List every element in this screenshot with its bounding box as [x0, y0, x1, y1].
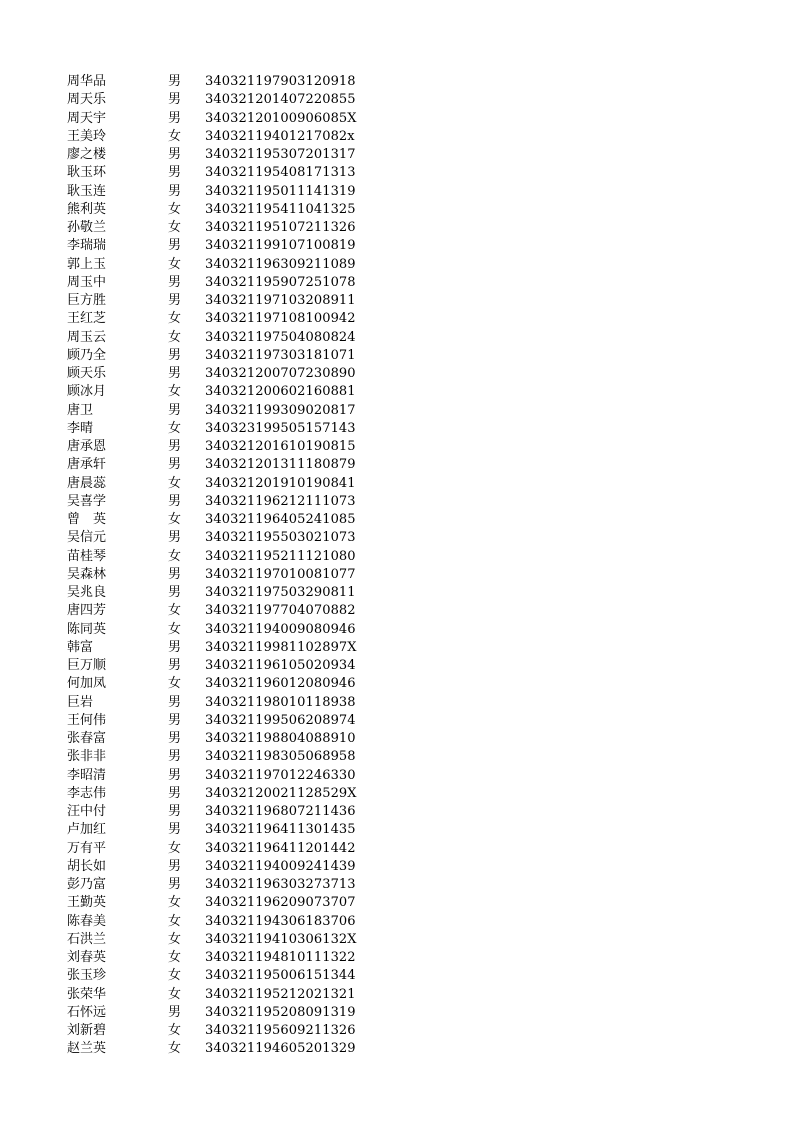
- name-cell: 周天宇: [67, 110, 107, 126]
- gender-cell: 女: [168, 220, 182, 235]
- gender-cell: 男: [168, 1004, 182, 1020]
- gender-cell: 男: [168, 712, 182, 728]
- gender-cell: 男: [168, 183, 182, 199]
- gender-cell: 女: [168, 603, 182, 619]
- id-number-cell: 340321196209073707: [205, 895, 356, 911]
- gender-cell: 女: [168, 475, 182, 491]
- id-number-cell: 340321195609211326: [205, 1023, 356, 1038]
- table-row: [0, 456, 793, 474]
- gender-cell: 男: [168, 877, 182, 892]
- gender-cell: 男: [168, 347, 182, 363]
- table-row: [0, 146, 793, 164]
- id-number-cell: 340323199505157143: [205, 420, 356, 436]
- id-number-cell: 340321197704070882: [205, 603, 356, 619]
- id-number-cell: 340321197903120918: [205, 74, 356, 89]
- table-row: [0, 73, 793, 91]
- id-number-cell: 340321194009080946: [205, 621, 356, 637]
- name-cell: 李晴: [67, 420, 94, 436]
- id-number-cell: 340321197503290811: [205, 585, 356, 600]
- table-row: [0, 383, 793, 401]
- table-row: [0, 493, 793, 511]
- name-cell: 苗桂琴: [67, 548, 107, 564]
- gender-cell: 女: [168, 986, 182, 1002]
- id-number-cell: 340321195411041325: [205, 201, 356, 217]
- name-cell: 彭乃富: [67, 877, 107, 892]
- name-cell: 汪中付: [67, 804, 107, 819]
- gender-cell: 女: [168, 329, 182, 345]
- gender-cell: 男: [168, 585, 182, 600]
- id-number-cell: 340321196405241085: [205, 512, 356, 527]
- name-cell: 张玉珍: [67, 968, 107, 984]
- id-number-cell: 340321198010118938: [205, 694, 356, 710]
- id-number-cell: 340321199107100819: [205, 238, 356, 254]
- table-row: [0, 329, 793, 347]
- id-number-cell: 340321195307201317: [205, 147, 356, 162]
- table-row: [0, 1004, 793, 1022]
- name-cell: 曾 英: [67, 512, 107, 527]
- name-cell: 顾乃全: [67, 347, 107, 363]
- id-number-cell: 340321196212111073: [205, 493, 356, 509]
- name-cell: 周玉中: [67, 274, 107, 290]
- gender-cell: 男: [168, 147, 182, 162]
- id-number-cell: 340321198804088910: [205, 731, 356, 746]
- table-row: [0, 164, 793, 182]
- name-cell: 王美玲: [67, 128, 107, 144]
- gender-cell: 男: [168, 639, 182, 655]
- gender-cell: 女: [168, 548, 182, 564]
- id-number-cell: 340321195408171313: [205, 165, 356, 181]
- table-row: [0, 237, 793, 255]
- name-cell: 万有平: [67, 840, 107, 856]
- gender-cell: 男: [168, 530, 182, 546]
- gender-cell: 男: [168, 92, 182, 108]
- name-cell: 韩富: [67, 639, 94, 655]
- gender-cell: 女: [168, 128, 182, 144]
- name-cell: 熊利英: [67, 201, 107, 217]
- table-row: [0, 657, 793, 675]
- gender-cell: 男: [168, 293, 182, 308]
- table-row: [0, 803, 793, 821]
- id-number-cell: 340321197103208911: [205, 293, 356, 308]
- name-cell: 巨万顺: [67, 658, 107, 673]
- id-number-cell: 340321195011141319: [205, 183, 356, 199]
- table-row: [0, 292, 793, 310]
- gender-cell: 女: [168, 913, 182, 929]
- gender-cell: 男: [168, 274, 182, 290]
- name-cell: 李志伟: [67, 785, 107, 801]
- gender-cell: 男: [168, 822, 182, 838]
- name-cell: 刘春英: [67, 950, 107, 965]
- name-cell: 吴兆良: [67, 585, 107, 600]
- table-row: [0, 621, 793, 639]
- gender-cell: 男: [168, 767, 182, 783]
- table-row: [0, 347, 793, 365]
- name-cell: 巨方胜: [67, 293, 107, 308]
- table-row: [0, 511, 793, 529]
- gender-cell: 男: [168, 566, 182, 582]
- id-number-cell: 34032119410306132X: [205, 931, 357, 947]
- id-number-cell: 340321201610190815: [205, 439, 356, 454]
- name-cell: 张荣华: [67, 986, 107, 1002]
- table-row: [0, 475, 793, 493]
- gender-cell: 男: [168, 439, 182, 454]
- name-cell: 张非非: [67, 749, 107, 765]
- table-row: [0, 438, 793, 456]
- gender-cell: 男: [168, 493, 182, 509]
- id-number-cell: 34032119981102897X: [205, 639, 357, 655]
- gender-cell: 男: [168, 731, 182, 746]
- gender-cell: 女: [168, 384, 182, 400]
- id-number-cell: 340321195107211326: [205, 220, 356, 235]
- table-row: [0, 949, 793, 967]
- name-cell: 顾冰月: [67, 384, 107, 400]
- table-row: [0, 128, 793, 146]
- id-number-cell: 340321196411301435: [205, 822, 356, 838]
- table-row: [0, 894, 793, 912]
- gender-cell: 女: [168, 895, 182, 911]
- id-number-cell: 340321200602160881: [205, 384, 356, 400]
- id-number-cell: 340321200707230890: [205, 366, 356, 381]
- table-row: [0, 712, 793, 730]
- table-row: [0, 201, 793, 219]
- table-row: [0, 785, 793, 803]
- id-number-cell: 340321196012080946: [205, 676, 356, 692]
- table-row: [0, 310, 793, 328]
- id-number-cell: 34032120100906085X: [205, 110, 357, 126]
- table-row: [0, 639, 793, 657]
- table-row: [0, 365, 793, 383]
- gender-cell: 男: [168, 694, 182, 710]
- id-number-cell: 340321199309020817: [205, 402, 356, 418]
- gender-cell: 女: [168, 931, 182, 947]
- name-cell: 李昭清: [67, 767, 107, 783]
- name-cell: 唐卫: [67, 402, 94, 418]
- gender-cell: 女: [168, 201, 182, 217]
- name-cell: 王何伟: [67, 712, 107, 728]
- table-row: [0, 913, 793, 931]
- id-number-cell: 340321195211121080: [205, 548, 356, 564]
- name-cell: 周玉云: [67, 329, 107, 345]
- name-cell: 孙敬兰: [67, 220, 107, 235]
- id-number-cell: 340321195006151344: [205, 968, 356, 984]
- roster-sheet: [0, 73, 793, 1059]
- name-cell: 唐承恩: [67, 439, 107, 454]
- gender-cell: 男: [168, 457, 182, 473]
- id-number-cell: 340321196105020934: [205, 658, 356, 673]
- gender-cell: 女: [168, 1023, 182, 1038]
- table-row: [0, 730, 793, 748]
- gender-cell: 男: [168, 749, 182, 765]
- id-number-cell: 340321197010081077: [205, 566, 356, 582]
- name-cell: 卢加红: [67, 822, 107, 838]
- id-number-cell: 34032120021128529X: [205, 785, 357, 801]
- id-number-cell: 340321201407220855: [205, 92, 356, 108]
- id-number-cell: 340321201311180879: [205, 457, 356, 473]
- name-cell: 巨岩: [67, 694, 94, 710]
- gender-cell: 男: [168, 858, 182, 874]
- gender-cell: 女: [168, 311, 182, 327]
- table-row: [0, 402, 793, 420]
- id-number-cell: 340321195907251078: [205, 274, 356, 290]
- name-cell: 吴信元: [67, 530, 107, 546]
- gender-cell: 女: [168, 950, 182, 965]
- name-cell: 耿玉连: [67, 183, 107, 199]
- gender-cell: 男: [168, 785, 182, 801]
- name-cell: 唐四芳: [67, 603, 107, 619]
- gender-cell: 女: [168, 968, 182, 984]
- id-number-cell: 34032119401217082x: [205, 128, 355, 144]
- table-row: [0, 274, 793, 292]
- name-cell: 唐承轩: [67, 457, 107, 473]
- id-number-cell: 340321194605201329: [205, 1041, 356, 1057]
- table-row: [0, 767, 793, 785]
- table-row: [0, 986, 793, 1004]
- id-number-cell: 340321194306183706: [205, 913, 356, 929]
- name-cell: 赵兰英: [67, 1041, 107, 1057]
- name-cell: 吴喜学: [67, 493, 107, 509]
- table-row: [0, 584, 793, 602]
- name-cell: 陈同英: [67, 621, 107, 637]
- gender-cell: 女: [168, 1041, 182, 1057]
- id-number-cell: 340321197012246330: [205, 767, 356, 783]
- gender-cell: 男: [168, 110, 182, 126]
- id-number-cell: 340321196309211089: [205, 256, 356, 272]
- id-number-cell: 340321196411201442: [205, 840, 356, 856]
- id-number-cell: 340321197303181071: [205, 347, 356, 363]
- id-number-cell: 340321195503021073: [205, 530, 356, 546]
- gender-cell: 女: [168, 621, 182, 637]
- id-number-cell: 340321196807211436: [205, 804, 356, 819]
- name-cell: 胡长如: [67, 858, 107, 874]
- name-cell: 何加凤: [67, 676, 107, 692]
- name-cell: 耿玉环: [67, 165, 107, 181]
- table-row: [0, 821, 793, 839]
- gender-cell: 男: [168, 402, 182, 418]
- id-number-cell: 340321195212021321: [205, 986, 356, 1002]
- name-cell: 周华品: [67, 74, 107, 89]
- gender-cell: 女: [168, 512, 182, 527]
- gender-cell: 男: [168, 238, 182, 254]
- gender-cell: 男: [168, 74, 182, 89]
- table-row: [0, 675, 793, 693]
- table-row: [0, 694, 793, 712]
- name-cell: 廖之楼: [67, 147, 107, 162]
- name-cell: 唐晨蕊: [67, 475, 107, 491]
- table-row: [0, 183, 793, 201]
- gender-cell: 男: [168, 804, 182, 819]
- gender-cell: 女: [168, 676, 182, 692]
- id-number-cell: 340321194810111322: [205, 950, 356, 965]
- name-cell: 周天乐: [67, 92, 107, 108]
- gender-cell: 女: [168, 256, 182, 272]
- table-row: [0, 548, 793, 566]
- id-number-cell: 340321199506208974: [205, 712, 356, 728]
- id-number-cell: 340321197108100942: [205, 311, 356, 327]
- table-row: [0, 967, 793, 985]
- name-cell: 石怀远: [67, 1004, 107, 1020]
- table-row: [0, 566, 793, 584]
- gender-cell: 女: [168, 420, 182, 436]
- name-cell: 王勤英: [67, 895, 107, 911]
- name-cell: 吴森林: [67, 566, 107, 582]
- id-number-cell: 340321197504080824: [205, 329, 356, 345]
- table-row: [0, 420, 793, 438]
- gender-cell: 女: [168, 840, 182, 856]
- id-number-cell: 340321196303273713: [205, 877, 356, 892]
- id-number-cell: 340321198305068958: [205, 749, 356, 765]
- id-number-cell: 340321194009241439: [205, 858, 356, 874]
- name-cell: 王红芝: [67, 311, 107, 327]
- table-row: [0, 1040, 793, 1058]
- name-cell: 郭上玉: [67, 256, 107, 272]
- table-row: [0, 110, 793, 128]
- table-row: [0, 602, 793, 620]
- table-row: [0, 858, 793, 876]
- name-cell: 张春富: [67, 731, 107, 746]
- id-number-cell: 340321195208091319: [205, 1004, 356, 1020]
- table-row: [0, 529, 793, 547]
- table-row: [0, 876, 793, 894]
- gender-cell: 男: [168, 165, 182, 181]
- name-cell: 顾天乐: [67, 366, 107, 381]
- name-cell: 陈春美: [67, 913, 107, 929]
- table-row: [0, 931, 793, 949]
- table-row: [0, 256, 793, 274]
- name-cell: 刘新碧: [67, 1023, 107, 1038]
- gender-cell: 男: [168, 658, 182, 673]
- name-cell: 李瑞瑞: [67, 238, 107, 254]
- id-number-cell: 340321201910190841: [205, 475, 356, 491]
- table-row: [0, 91, 793, 109]
- table-row: [0, 219, 793, 237]
- table-row: [0, 748, 793, 766]
- table-row: [0, 840, 793, 858]
- name-cell: 石洪兰: [67, 931, 107, 947]
- gender-cell: 男: [168, 366, 182, 381]
- table-row: [0, 1022, 793, 1040]
